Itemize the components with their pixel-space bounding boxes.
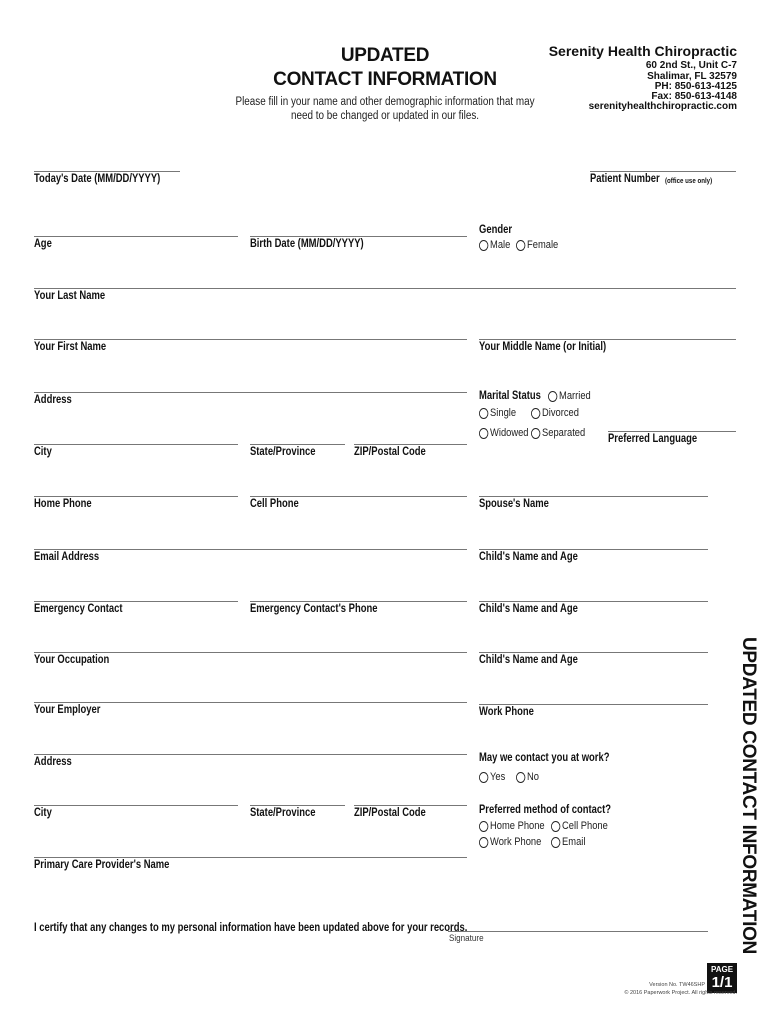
page-number: 1/1 xyxy=(711,974,733,991)
radio-icon[interactable] xyxy=(479,240,488,251)
separated-label: Separated xyxy=(542,427,586,439)
copyright-text: © 2016 Paperwork Project. All rights reserved. xyxy=(624,990,737,996)
version-text: Version No. TW46SHP xyxy=(649,982,705,988)
state-label: State/Province xyxy=(250,446,316,458)
radio-icon[interactable] xyxy=(531,408,540,419)
preferred-language-line[interactable] xyxy=(608,431,736,432)
contact-at-work-label: May we contact you at work? xyxy=(479,752,610,764)
occupation-line[interactable] xyxy=(34,652,467,653)
address-line[interactable] xyxy=(34,392,467,393)
home-phone-line[interactable] xyxy=(34,496,238,497)
email-label: Email Address xyxy=(34,551,100,563)
signature-line[interactable] xyxy=(448,931,708,932)
gender-male-option[interactable] xyxy=(479,239,510,251)
practice-name: Serenity Health Chiropractic xyxy=(548,43,737,59)
divorced-label: Divorced xyxy=(542,407,579,419)
radio-icon[interactable] xyxy=(548,391,557,402)
primary-care-label: Primary Care Provider's Name xyxy=(34,859,170,871)
radio-icon[interactable] xyxy=(479,821,488,832)
marital-separated-option[interactable] xyxy=(531,427,585,439)
radio-icon[interactable] xyxy=(479,772,488,783)
married-label: Married xyxy=(559,390,591,402)
radio-icon[interactable] xyxy=(531,428,540,439)
child2-line[interactable] xyxy=(479,601,708,602)
last-name-label: Your Last Name xyxy=(34,290,106,302)
cell-phone-option-label: Cell Phone xyxy=(562,820,608,832)
employer-city-line[interactable] xyxy=(34,805,238,806)
first-name-label: Your First Name xyxy=(34,341,107,353)
birth-date-line[interactable] xyxy=(250,236,467,237)
contact-work-yes-option[interactable] xyxy=(479,771,505,783)
age-line[interactable] xyxy=(34,236,238,237)
home-phone-label: Home Phone xyxy=(34,498,92,510)
marital-widowed-option[interactable] xyxy=(479,427,529,439)
employer-state-label: State/Province xyxy=(250,807,316,819)
first-name-line[interactable] xyxy=(34,339,467,340)
occupation-label: Your Occupation xyxy=(34,654,110,666)
gender-label: Gender xyxy=(479,224,513,236)
signature-label: Signature xyxy=(449,933,484,944)
employer-zip-line[interactable] xyxy=(354,805,467,806)
child3-line[interactable] xyxy=(479,652,708,653)
certify-statement: I certify that any changes to my personal information have been updated above for your records. xyxy=(34,922,468,934)
work-phone-line[interactable] xyxy=(479,704,708,705)
spouse-name-label: Spouse's Name xyxy=(479,498,549,510)
todays-date-label: Today's Date (MM/DD/YYYY) xyxy=(34,173,161,185)
child3-label: Child's Name and Age xyxy=(479,654,578,666)
todays-date-line[interactable] xyxy=(34,171,180,172)
city-line[interactable] xyxy=(34,444,238,445)
marital-divorced-option[interactable] xyxy=(531,407,579,419)
state-line[interactable] xyxy=(250,444,345,445)
page-indicator xyxy=(707,963,737,993)
radio-icon[interactable] xyxy=(479,428,488,439)
widowed-label: Widowed xyxy=(490,427,529,439)
radio-icon[interactable] xyxy=(516,240,525,251)
contact-email-option[interactable] xyxy=(551,836,585,848)
employer-address-line[interactable] xyxy=(34,754,467,755)
gender-female-label: Female xyxy=(527,239,559,251)
primary-care-line[interactable] xyxy=(34,857,467,858)
emergency-contact-line[interactable] xyxy=(34,601,238,602)
form-subtitle-line2: need to be changed or updated in our files. xyxy=(290,110,480,122)
work-phone-option-label: Work Phone xyxy=(490,836,542,848)
marital-married-option[interactable] xyxy=(548,390,591,402)
age-label: Age xyxy=(34,238,52,250)
child1-line[interactable] xyxy=(479,549,708,550)
practice-address2: Shalimar, FL 32579 xyxy=(647,71,737,82)
yes-label: Yes xyxy=(490,771,506,783)
gender-male-label: Male xyxy=(490,239,511,251)
contact-work-phone-option[interactable] xyxy=(479,836,541,848)
contact-work-no-option[interactable] xyxy=(516,771,539,783)
last-name-line[interactable] xyxy=(34,288,736,289)
practice-phone: PH: 850-613-4125 xyxy=(654,81,737,92)
radio-icon[interactable] xyxy=(516,772,525,783)
employer-city-label: City xyxy=(34,807,52,819)
contact-cell-phone-option[interactable] xyxy=(551,820,608,832)
preferred-language-label: Preferred Language xyxy=(608,433,698,445)
marital-status-label: Marital Status xyxy=(479,390,541,402)
contact-home-phone-option[interactable] xyxy=(479,820,545,832)
cell-phone-line[interactable] xyxy=(250,496,467,497)
child1-label: Child's Name and Age xyxy=(479,551,578,563)
middle-name-line[interactable] xyxy=(479,339,736,340)
radio-icon[interactable] xyxy=(479,408,488,419)
child2-label: Child's Name and Age xyxy=(479,603,578,615)
zip-line[interactable] xyxy=(354,444,467,445)
employer-line[interactable] xyxy=(34,702,467,703)
single-label: Single xyxy=(490,407,517,419)
practice-website: serenityhealthchiropractic.com xyxy=(588,101,737,112)
cell-phone-label: Cell Phone xyxy=(250,498,299,510)
emergency-contact-label: Emergency Contact xyxy=(34,603,123,615)
email-line[interactable] xyxy=(34,549,467,550)
radio-icon[interactable] xyxy=(479,837,488,848)
emergency-phone-line[interactable] xyxy=(250,601,467,602)
practice-fax: Fax: 850-613-4148 xyxy=(651,91,737,102)
employer-label: Your Employer xyxy=(34,704,101,716)
form-title-line2: CONTACT INFORMATION xyxy=(273,69,497,90)
marital-single-option[interactable] xyxy=(479,407,516,419)
patient-number-label: Patient Number xyxy=(590,173,660,185)
work-phone-label: Work Phone xyxy=(479,706,534,718)
form-subtitle-line1: Please fill in your name and other demographic information that may xyxy=(235,96,535,108)
patient-number-line[interactable] xyxy=(590,171,736,172)
birth-date-label: Birth Date (MM/DD/YYYY) xyxy=(250,238,364,250)
page-label: PAGE xyxy=(710,965,734,974)
side-title: UPDATED CONTACT INFORMATION xyxy=(738,637,759,954)
employer-address-label: Address xyxy=(34,756,72,768)
employer-zip-label: ZIP/Postal Code xyxy=(354,807,426,819)
radio-icon[interactable] xyxy=(551,821,560,832)
home-phone-option-label: Home Phone xyxy=(490,820,545,832)
city-label: City xyxy=(34,446,52,458)
zip-label: ZIP/Postal Code xyxy=(354,446,426,458)
address-label: Address xyxy=(34,394,72,406)
practice-address1: 60 2nd St., Unit C-7 xyxy=(645,60,737,71)
office-use-note: (office use only) xyxy=(665,176,713,185)
emergency-phone-label: Emergency Contact's Phone xyxy=(250,603,378,615)
spouse-name-line[interactable] xyxy=(479,496,708,497)
form-title-line1: UPDATED xyxy=(340,45,430,66)
radio-icon[interactable] xyxy=(551,837,560,848)
employer-state-line[interactable] xyxy=(250,805,345,806)
gender-female-option[interactable] xyxy=(516,239,558,251)
middle-name-label: Your Middle Name (or Initial) xyxy=(479,341,607,353)
preferred-contact-label: Preferred method of contact? xyxy=(479,804,612,816)
no-label: No xyxy=(527,771,540,783)
email-option-label: Email xyxy=(562,836,586,848)
